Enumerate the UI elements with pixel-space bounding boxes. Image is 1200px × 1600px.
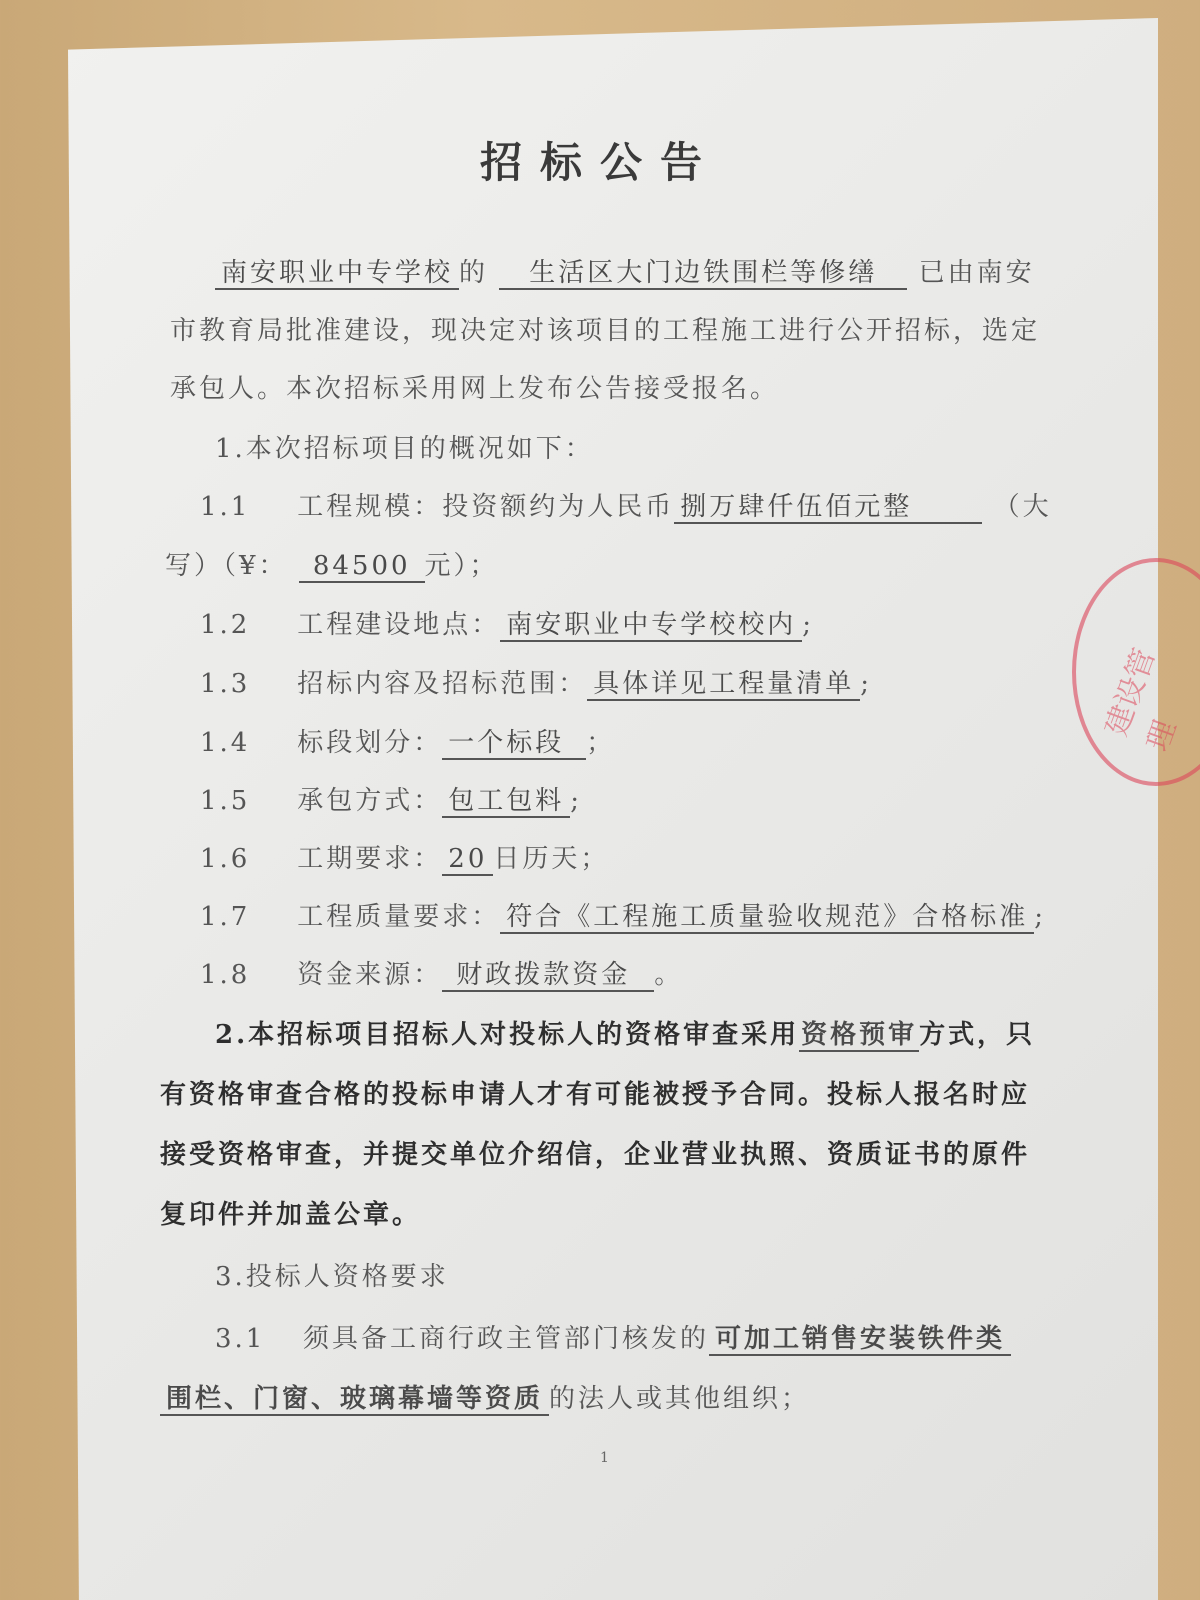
item-1-8: 1.8 资金来源： 财政拨款资金 。	[200, 960, 684, 990]
intro-line-1: 南安职业中专学校 的 生活区大门边铁围栏等修缮 已由南安	[215, 252, 1035, 289]
seal-text: 建设管理	[1099, 644, 1184, 756]
item-1-4: 1.4 标段划分： 一个标段 ；	[200, 728, 616, 758]
page-title: 招标公告	[479, 138, 720, 187]
intro-line-3: 承包人。本次招标采用网上发布公告接受报名。	[170, 374, 780, 404]
item-1-6: 1.6 工期要求： 20 日历天；	[200, 844, 610, 874]
item-1-5: 1.5 承包方式： 包工包料 ;	[200, 786, 583, 816]
section3-heading: 3.投标人资格要求	[215, 1262, 449, 1292]
section2-line-2: 有资格审查合格的投标申请人才有可能被授予合同。投标人报名时应	[160, 1080, 1031, 1110]
item-1-1-cont: 写）（¥： 84500 元）；	[165, 551, 499, 581]
section3-line-1: 3.1 须具备工商行政主管部门核发的 可加工销售安装铁件类	[215, 1318, 1011, 1355]
section2-line-4: 复印件并加盖公章。	[160, 1200, 422, 1230]
item-1-3: 1.3 招标内容及招标范围： 具体详见工程量清单 ;	[200, 669, 873, 699]
item-1-2: 1.2 工程建设地点： 南安职业中专学校校内 ;	[200, 610, 815, 640]
page-number: 1	[600, 1450, 609, 1466]
section3-line-2: 围栏、门窗、玻璃幕墙等资质 的法人或其他组织；	[160, 1378, 810, 1415]
school-name: 南安职业中专学校	[215, 258, 459, 290]
section2-line-1: 2.本招标项目招标人对投标人的资格审查采用资格预审方式，只	[215, 1020, 1036, 1050]
item-1-1: 1.1 工程规模：投资额约为人民币 捌万肆仟伍佰元整 （大	[200, 492, 1052, 522]
project-name: 生活区大门边铁围栏等修缮	[499, 258, 907, 290]
intro-line-2: 市教育局批准建设，现决定对该项目的工程施工进行公开招标，选定	[170, 316, 1041, 346]
item-1-7: 1.7 工程质量要求： 符合《工程施工质量验收规范》合格标准 ;	[200, 902, 1047, 932]
section2-line-3: 接受资格审查，并提交单位介绍信，企业营业执照、资质证书的原件	[160, 1140, 1031, 1170]
section1-heading: 1.本次招标项目的概况如下：	[215, 434, 594, 464]
